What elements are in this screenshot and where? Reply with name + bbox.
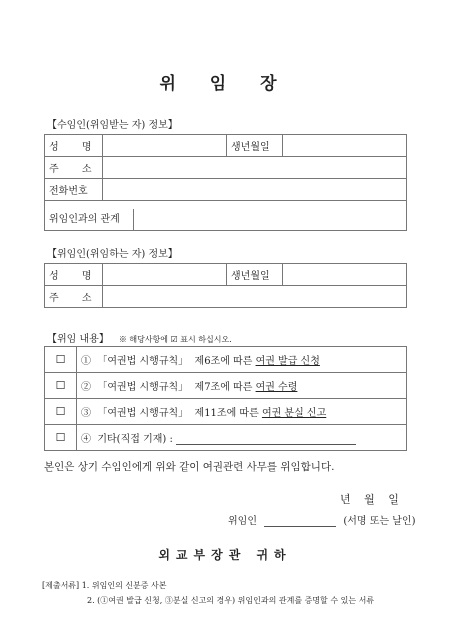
recipient-relation-label: 위임인과의 관계: [45, 209, 134, 230]
attachment-item: 2. (①여권 발급 신청, ③분실 신고의 경우) 위임인과의 관계를 증명할 수 있는 서류: [87, 596, 375, 605]
delegation-table: [44, 346, 407, 451]
delegator-section-heading: 【위임인(위임하는 자) 정보】: [47, 249, 178, 260]
attachment-item: 1. 위임인의 신분증 사본: [81, 581, 167, 590]
item-rule: 제11조에 따른: [194, 408, 259, 419]
recipient-address-label: 주 소: [45, 157, 103, 179]
recipient-relation-row: [45, 201, 407, 231]
item-number: ③: [81, 408, 91, 419]
delegation-checkbox-1[interactable]: ☐: [45, 347, 77, 373]
attachments-line-1: [42, 580, 167, 591]
item-rule: 제6조에 따른: [194, 356, 253, 367]
item-number: ①: [81, 356, 91, 367]
delegator-name-label: 성 명: [45, 264, 103, 286]
item-rule: 제7조에 따른: [194, 382, 253, 393]
recipient-phone-label: 전화번호: [45, 179, 103, 201]
recipient-name-label: 성 명: [45, 135, 103, 157]
recipient-birth-label: 생년월일: [227, 135, 283, 157]
document-title: 위 임 장: [159, 74, 291, 94]
recipient-table: [44, 134, 407, 231]
recipient-section-heading: 【수임인(위임받는 자) 정보】: [47, 120, 178, 131]
delegation-section-heading: [47, 330, 232, 345]
item-law: 「여권법 시행규칙」: [97, 408, 189, 419]
item-law: 「여권법 시행규칙」: [97, 382, 189, 393]
delegation-checkbox-4[interactable]: ☐: [45, 425, 77, 451]
item-task: 여권 수령: [255, 382, 298, 393]
recipient-name-field[interactable]: [103, 135, 227, 157]
delegation-item-2: [77, 373, 407, 399]
delegation-item-1: [77, 347, 407, 373]
delegator-birth-field[interactable]: [283, 264, 407, 286]
delegation-item-3: [77, 399, 407, 425]
recipient-phone-field[interactable]: [103, 179, 407, 201]
signature-label: 위임인: [228, 516, 257, 527]
other-label: 기타(직접 기재) :: [97, 434, 173, 445]
item-number: ④: [81, 434, 91, 445]
delegator-table: [44, 263, 407, 308]
delegator-address-label: 주 소: [45, 286, 103, 308]
signature-line: [228, 512, 415, 527]
delegator-address-field[interactable]: [103, 286, 407, 308]
item-task: 여권 발급 신청: [255, 356, 320, 367]
item-law: 「여권법 시행규칙」: [97, 356, 189, 367]
other-input-line[interactable]: [176, 433, 356, 445]
item-number: ②: [81, 382, 91, 393]
delegator-birth-label: 생년월일: [227, 264, 283, 286]
item-task: 여권 분실 신고: [261, 408, 327, 419]
attachments-heading: [제출서류]: [42, 581, 80, 590]
recipient-birth-field[interactable]: [283, 135, 407, 157]
addressee: 외교부장관 귀하: [158, 548, 292, 562]
declaration-text: 본인은 상기 수임인에게 위와 같이 여권관련 사무를 위임합니다.: [44, 461, 335, 473]
date-line: 년 월 일: [340, 493, 399, 506]
delegation-checkbox-2[interactable]: ☐: [45, 373, 77, 399]
delegation-checkbox-3[interactable]: ☐: [45, 399, 77, 425]
delegation-item-4: [77, 425, 407, 451]
signature-field[interactable]: [264, 515, 336, 527]
recipient-address-field[interactable]: [103, 157, 407, 179]
delegation-section-title: 【위임 내용】: [47, 334, 109, 345]
delegator-name-field[interactable]: [103, 264, 227, 286]
delegation-note: ※ 해당사항에 ☑ 표시 하십시오.: [118, 335, 232, 344]
signature-note: (서명 또는 날인): [343, 516, 416, 527]
recipient-relation-field[interactable]: [134, 201, 404, 222]
